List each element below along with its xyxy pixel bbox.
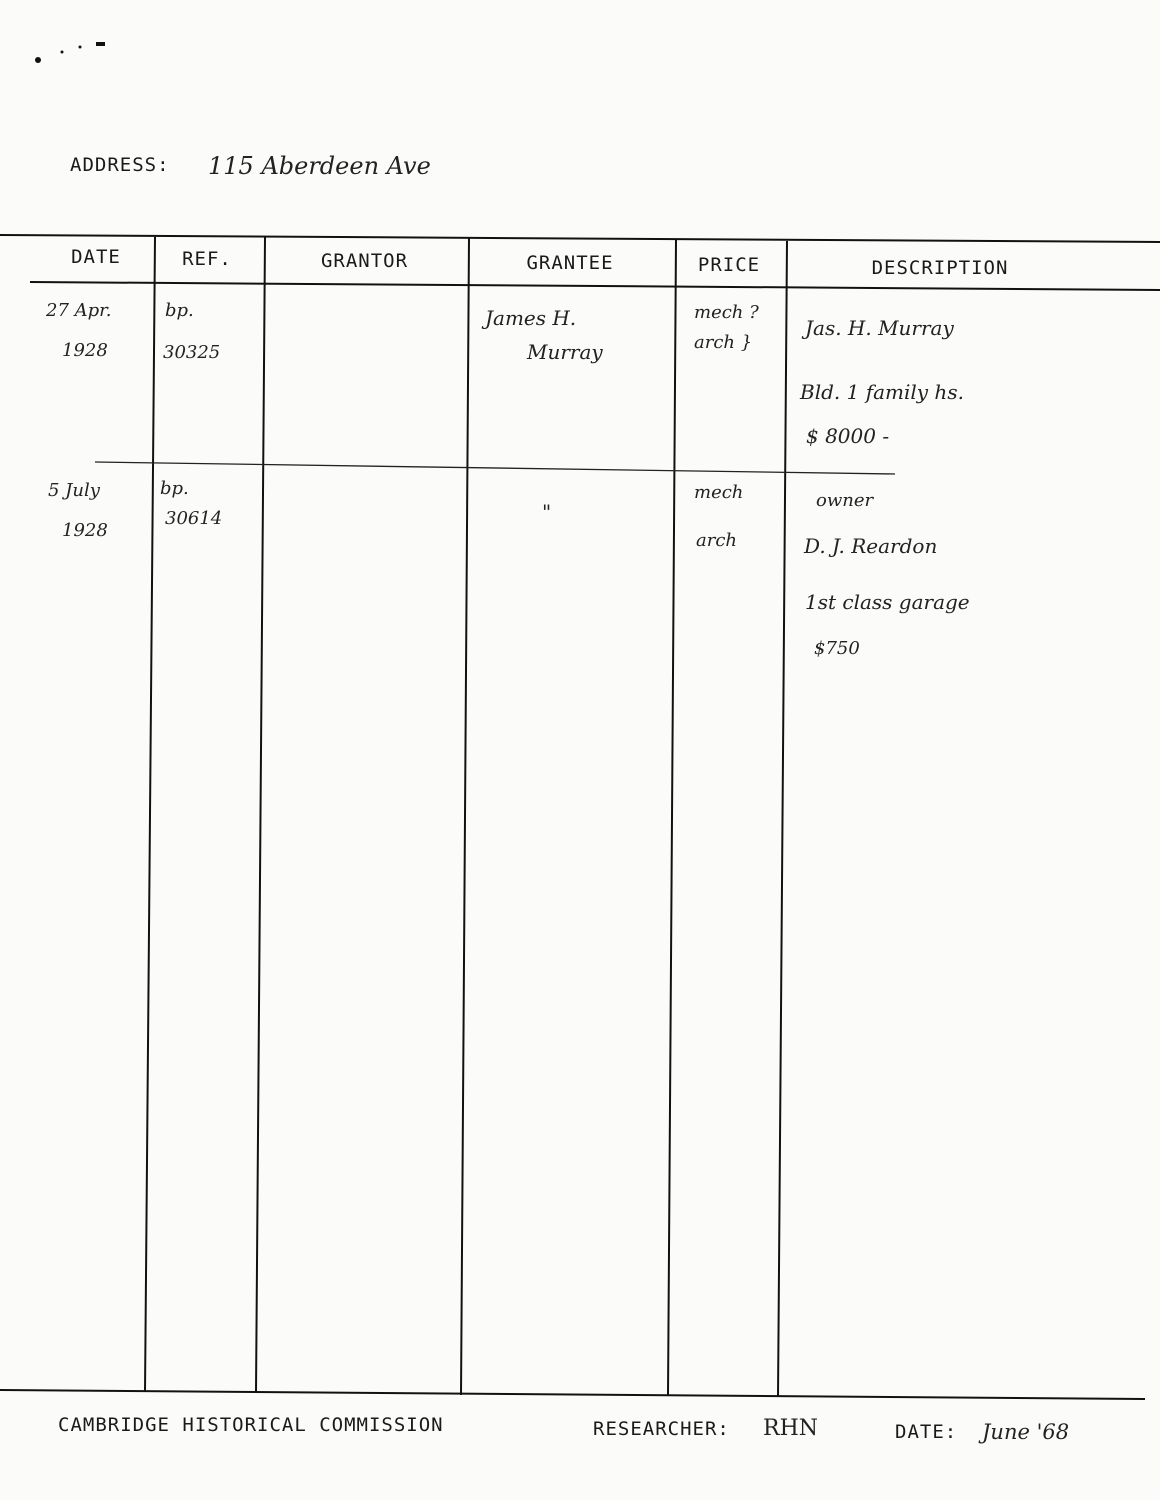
col-divider-1 <box>145 237 155 1392</box>
row1-description-line2: Bld. 1 family hs. <box>800 380 964 404</box>
address-value: 115 Aberdeen Ave <box>208 152 431 180</box>
footer-date-value: June '68 <box>982 1420 1070 1444</box>
row2-description-line2: D. J. Reardon <box>804 534 938 558</box>
row1-price-line1: mech ? <box>694 302 759 323</box>
row1-grantee-line2: Murray <box>527 340 603 364</box>
footer-date-label: DATE: <box>895 1421 958 1443</box>
address-label: ADDRESS: <box>70 154 170 176</box>
col-divider-3 <box>461 238 469 1395</box>
footer-organization: CAMBRIDGE HISTORICAL COMMISSION <box>58 1414 444 1436</box>
corner-marks <box>35 42 105 63</box>
row1-grantee-line1: James H. <box>485 306 577 330</box>
row2-ref-prefix: bp. <box>160 478 189 499</box>
table-bottom-rule <box>0 1390 1145 1399</box>
row1-date-year: 1928 <box>62 340 108 361</box>
header-bottom-rule <box>30 282 1160 290</box>
handwritten-row-separator <box>95 462 895 474</box>
row1-description-line3: $ 8000 - <box>806 424 890 448</box>
row2-description-line3: 1st class garage <box>805 590 970 614</box>
row2-price-line1: mech <box>694 482 744 503</box>
row1-description-line1: Jas. H. Murray <box>805 316 954 340</box>
col-header-grantor: GRANTOR <box>320 250 409 272</box>
row2-ref-number: 30614 <box>165 508 223 529</box>
row2-description-line4: $750 <box>814 638 860 659</box>
footer-researcher-label: RESEARCHER: <box>593 1418 730 1440</box>
col-divider-2 <box>256 237 265 1392</box>
row1-ref-prefix: bp. <box>165 300 194 321</box>
row1-price-line2: arch } <box>694 332 753 353</box>
col-header-price: PRICE <box>697 254 761 276</box>
table-top-rule <box>0 235 1160 242</box>
row2-grantee-ditto: " <box>542 500 552 524</box>
row2-price-line2: arch <box>696 530 738 551</box>
row1-date-day: 27 Apr. <box>46 300 112 321</box>
row1-ref-number: 30325 <box>163 342 221 363</box>
col-divider-5 <box>778 241 787 1397</box>
row2-date-day: 5 July <box>48 480 100 501</box>
row2-date-year: 1928 <box>62 520 108 541</box>
col-divider-4 <box>668 240 676 1395</box>
col-header-grantee: GRANTEE <box>526 252 614 274</box>
col-header-description: DESCRIPTION <box>871 257 1009 279</box>
col-header-date: DATE <box>71 246 121 268</box>
row2-description-line1: owner <box>816 490 874 511</box>
footer-researcher-value: RHN <box>763 1416 818 1441</box>
col-header-ref: REF. <box>182 248 232 270</box>
